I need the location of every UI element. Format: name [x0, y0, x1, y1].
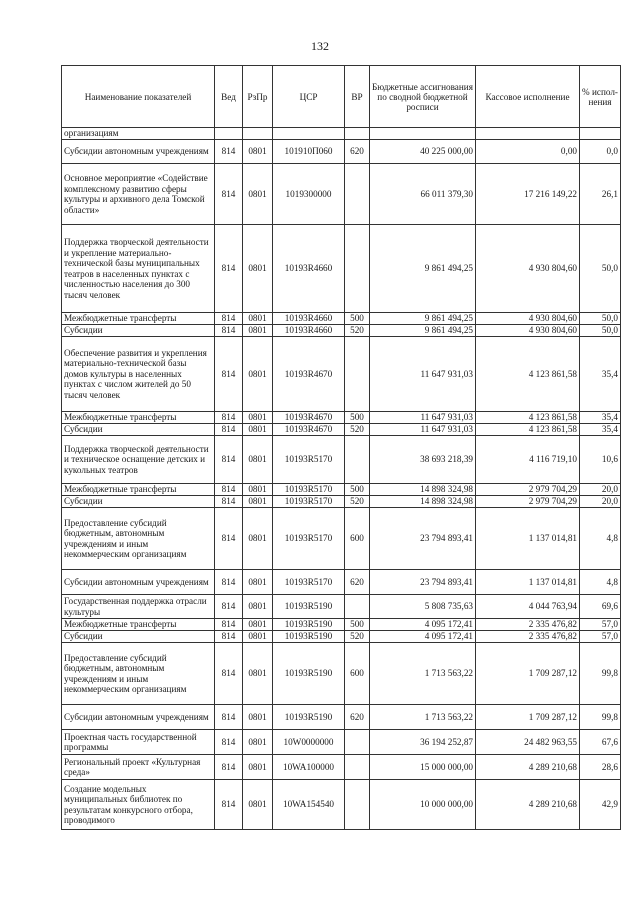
- row-cash: 4 930 804,60: [476, 313, 580, 325]
- row-csr: 10193R4670: [273, 424, 345, 436]
- row-ved: 814: [215, 313, 243, 325]
- row-csr: 10193R5170: [273, 436, 345, 484]
- row-rzpr: 0801: [243, 140, 273, 164]
- row-amount: 11 647 931,03: [370, 424, 476, 436]
- row-rzpr: 0801: [243, 705, 273, 730]
- row-pct: 10,6: [580, 436, 621, 484]
- table-row: [62, 780, 621, 830]
- row-cash: 2 335 476,82: [476, 619, 580, 631]
- row-pct: 26,1: [580, 164, 621, 225]
- row-name: Субсидии: [62, 424, 215, 436]
- row-ved: 814: [215, 424, 243, 436]
- table-row: [62, 484, 621, 496]
- row-csr: 101910П060: [273, 140, 345, 164]
- row-cash: 17 216 149,22: [476, 164, 580, 225]
- row-vr: [345, 337, 370, 412]
- row-cash: 4 116 719,10: [476, 436, 580, 484]
- row-csr: 10193R4670: [273, 337, 345, 412]
- row-pct: [580, 128, 621, 140]
- row-vr: 520: [345, 496, 370, 508]
- row-vr: 520: [345, 631, 370, 643]
- header-assignments: Бюджетные ассигнования по сводной бюджетной росписи: [370, 66, 476, 128]
- row-vr: 600: [345, 508, 370, 570]
- row-amount: 23 794 893,41: [370, 508, 476, 570]
- row-ved: 814: [215, 412, 243, 424]
- row-csr: [273, 128, 345, 140]
- row-vr: 500: [345, 313, 370, 325]
- row-name: Обеспечение развития и укрепления материально-технической базы домов культуры в населенных пунктах с числом жителей до 50 тысяч человек: [62, 337, 215, 412]
- table-row: [62, 496, 621, 508]
- row-rzpr: 0801: [243, 595, 273, 619]
- row-csr: 1019300000: [273, 164, 345, 225]
- row-cash: 0,00: [476, 140, 580, 164]
- row-pct: 50,0: [580, 225, 621, 313]
- row-rzpr: 0801: [243, 325, 273, 337]
- row-vr: 620: [345, 705, 370, 730]
- row-name: Поддержка творческой деятельности и техническое оснащение детских и кукольных театров: [62, 436, 215, 484]
- row-ved: 814: [215, 595, 243, 619]
- table-row: [62, 730, 621, 755]
- row-ved: 814: [215, 337, 243, 412]
- table-row: [62, 325, 621, 337]
- row-ved: 814: [215, 570, 243, 595]
- row-ved: 814: [215, 164, 243, 225]
- row-name: Субсидии автономным учреждениям: [62, 140, 215, 164]
- header-vr: ВР: [345, 66, 370, 128]
- row-vr: 520: [345, 424, 370, 436]
- row-rzpr: 0801: [243, 643, 273, 705]
- row-cash: 4 289 210,68: [476, 780, 580, 830]
- header-percent: % испол-нения: [580, 66, 621, 128]
- row-name: Основное мероприятие «Содействие комплексному развитию сферы культуры и архивного дела Томской области»: [62, 164, 215, 225]
- row-pct: 4,8: [580, 570, 621, 595]
- header-name: Наименование показателей: [62, 66, 215, 128]
- row-name: Создание модельных муниципальных библиотек по результатам конкурсного отбора, проводимого: [62, 780, 215, 830]
- row-vr: 620: [345, 140, 370, 164]
- row-rzpr: 0801: [243, 755, 273, 780]
- row-cash: 4 123 861,58: [476, 424, 580, 436]
- header-ved: Вед: [215, 66, 243, 128]
- row-pct: 35,4: [580, 337, 621, 412]
- row-name: Межбюджетные трансферты: [62, 484, 215, 496]
- row-name: организациям: [62, 128, 215, 140]
- row-amount: 11 647 931,03: [370, 337, 476, 412]
- row-cash: 4 930 804,60: [476, 225, 580, 313]
- row-name: Региональный проект «Культурная среда»: [62, 755, 215, 780]
- row-ved: 814: [215, 496, 243, 508]
- page-number: 132: [311, 39, 329, 53]
- row-ved: 814: [215, 619, 243, 631]
- row-rzpr: 0801: [243, 619, 273, 631]
- table-row: [62, 755, 621, 780]
- row-rzpr: 0801: [243, 730, 273, 755]
- row-csr: 10193R5190: [273, 631, 345, 643]
- header-rzpr: РзПр: [243, 66, 273, 128]
- row-cash: 1 137 014,81: [476, 508, 580, 570]
- row-name: Государственная поддержка отрасли культуры: [62, 595, 215, 619]
- row-name: Субсидии автономным учреждениям: [62, 705, 215, 730]
- row-rzpr: 0801: [243, 484, 273, 496]
- row-amount: 23 794 893,41: [370, 570, 476, 595]
- row-vr: [345, 755, 370, 780]
- table-row: [62, 595, 621, 619]
- row-name: Поддержка творческой деятельности и укрепление материально-технической базы муниципальных театров в населенных пунктах с численностью населения до 300 тысяч человек: [62, 225, 215, 313]
- row-amount: 9 861 494,25: [370, 325, 476, 337]
- row-csr: 10193R5190: [273, 705, 345, 730]
- row-amount: 11 647 931,03: [370, 412, 476, 424]
- row-pct: 99,8: [580, 643, 621, 705]
- row-ved: 814: [215, 755, 243, 780]
- row-rzpr: 0801: [243, 631, 273, 643]
- row-ved: 814: [215, 325, 243, 337]
- row-name: Межбюджетные трансферты: [62, 619, 215, 631]
- table-row: [62, 570, 621, 595]
- row-csr: 10193R5190: [273, 643, 345, 705]
- row-pct: 50,0: [580, 313, 621, 325]
- row-csr: 10WA100000: [273, 755, 345, 780]
- row-rzpr: 0801: [243, 508, 273, 570]
- row-cash: 1 709 287,12: [476, 705, 580, 730]
- row-pct: 28,6: [580, 755, 621, 780]
- row-vr: 500: [345, 484, 370, 496]
- row-rzpr: 0801: [243, 337, 273, 412]
- table-row: [62, 643, 621, 705]
- row-name: Межбюджетные трансферты: [62, 313, 215, 325]
- row-rzpr: 0801: [243, 313, 273, 325]
- row-vr: [345, 436, 370, 484]
- row-ved: [215, 128, 243, 140]
- row-pct: 67,6: [580, 730, 621, 755]
- row-csr: 10W0000000: [273, 730, 345, 755]
- row-pct: 20,0: [580, 496, 621, 508]
- table-row: [62, 128, 621, 140]
- header-csr: ЦСР: [273, 66, 345, 128]
- row-amount: 9 861 494,25: [370, 225, 476, 313]
- row-pct: 35,4: [580, 424, 621, 436]
- row-cash: 1 137 014,81: [476, 570, 580, 595]
- row-pct: 42,9: [580, 780, 621, 830]
- row-pct: 0,0: [580, 140, 621, 164]
- row-cash: 1 709 287,12: [476, 643, 580, 705]
- header-row: [62, 66, 621, 128]
- row-ved: 814: [215, 631, 243, 643]
- row-csr: 10193R5170: [273, 570, 345, 595]
- row-vr: [345, 730, 370, 755]
- table-row: [62, 705, 621, 730]
- row-cash: 4 123 861,58: [476, 412, 580, 424]
- row-vr: 500: [345, 619, 370, 631]
- row-amount: 36 194 252,87: [370, 730, 476, 755]
- row-amount: 4 095 172,41: [370, 619, 476, 631]
- row-pct: 4,8: [580, 508, 621, 570]
- row-rzpr: 0801: [243, 225, 273, 313]
- row-amount: 66 011 379,30: [370, 164, 476, 225]
- row-rzpr: 0801: [243, 436, 273, 484]
- row-rzpr: 0801: [243, 780, 273, 830]
- row-ved: 814: [215, 643, 243, 705]
- row-pct: 20,0: [580, 484, 621, 496]
- row-cash: 4 123 861,58: [476, 337, 580, 412]
- row-name: Предоставление субсидий бюджетным, автономным учреждениям и иным некоммерческим организациям: [62, 508, 215, 570]
- row-vr: 620: [345, 570, 370, 595]
- row-rzpr: [243, 128, 273, 140]
- row-vr: [345, 225, 370, 313]
- row-cash: 2 335 476,82: [476, 631, 580, 643]
- row-name: Субсидии автономным учреждениям: [62, 570, 215, 595]
- row-name: Межбюджетные трансферты: [62, 412, 215, 424]
- row-amount: 14 898 324,98: [370, 484, 476, 496]
- table-row: [62, 619, 621, 631]
- row-rzpr: 0801: [243, 164, 273, 225]
- row-csr: 10193R4660: [273, 225, 345, 313]
- row-cash: 2 979 704,29: [476, 496, 580, 508]
- row-name: Проектная часть государственной программы: [62, 730, 215, 755]
- row-name: Предоставление субсидий бюджетным, автономным учреждениям и иным некоммерческим организациям: [62, 643, 215, 705]
- row-amount: 38 693 218,39: [370, 436, 476, 484]
- row-cash: 4 930 804,60: [476, 325, 580, 337]
- row-vr: 520: [345, 325, 370, 337]
- table-row: [62, 436, 621, 484]
- row-ved: 814: [215, 225, 243, 313]
- row-vr: 600: [345, 643, 370, 705]
- row-vr: [345, 128, 370, 140]
- row-csr: 10193R4660: [273, 313, 345, 325]
- row-csr: 10WA154540: [273, 780, 345, 830]
- row-cash: [476, 128, 580, 140]
- row-amount: 10 000 000,00: [370, 780, 476, 830]
- row-pct: 50,0: [580, 325, 621, 337]
- row-pct: 69,6: [580, 595, 621, 619]
- table-row: [62, 140, 621, 164]
- table-row: [62, 337, 621, 412]
- row-amount: 15 000 000,00: [370, 755, 476, 780]
- row-vr: [345, 595, 370, 619]
- row-ved: 814: [215, 730, 243, 755]
- row-amount: 4 095 172,41: [370, 631, 476, 643]
- row-cash: 4 289 210,68: [476, 755, 580, 780]
- row-ved: 814: [215, 780, 243, 830]
- row-pct: 99,8: [580, 705, 621, 730]
- row-cash: 2 979 704,29: [476, 484, 580, 496]
- row-cash: 4 044 763,94: [476, 595, 580, 619]
- row-ved: 814: [215, 508, 243, 570]
- row-ved: 814: [215, 140, 243, 164]
- row-csr: 10193R4660: [273, 325, 345, 337]
- table-row: [62, 164, 621, 225]
- table-row: [62, 424, 621, 436]
- row-amount: 40 225 000,00: [370, 140, 476, 164]
- row-amount: 1 713 563,22: [370, 643, 476, 705]
- header-cash: Кассовое исполнение: [476, 66, 580, 128]
- table-row: [62, 631, 621, 643]
- table-row: [62, 508, 621, 570]
- row-csr: 10193R5170: [273, 496, 345, 508]
- row-vr: [345, 164, 370, 225]
- row-rzpr: 0801: [243, 412, 273, 424]
- row-ved: 814: [215, 705, 243, 730]
- row-csr: 10193R5190: [273, 595, 345, 619]
- row-csr: 10193R5170: [273, 508, 345, 570]
- row-rzpr: 0801: [243, 496, 273, 508]
- row-name: Субсидии: [62, 325, 215, 337]
- row-ved: 814: [215, 436, 243, 484]
- row-csr: 10193R5190: [273, 619, 345, 631]
- row-ved: 814: [215, 484, 243, 496]
- row-name: Субсидии: [62, 631, 215, 643]
- row-amount: 5 808 735,63: [370, 595, 476, 619]
- row-pct: 35,4: [580, 412, 621, 424]
- budget-table: [61, 65, 621, 830]
- row-cash: 24 482 963,55: [476, 730, 580, 755]
- table-row: [62, 225, 621, 313]
- row-csr: 10193R5170: [273, 484, 345, 496]
- row-amount: 1 713 563,22: [370, 705, 476, 730]
- row-rzpr: 0801: [243, 570, 273, 595]
- row-amount: 9 861 494,25: [370, 313, 476, 325]
- row-vr: [345, 780, 370, 830]
- row-vr: 500: [345, 412, 370, 424]
- row-name: Субсидии: [62, 496, 215, 508]
- row-pct: 57,0: [580, 631, 621, 643]
- row-pct: 57,0: [580, 619, 621, 631]
- row-amount: 14 898 324,98: [370, 496, 476, 508]
- table-row: [62, 412, 621, 424]
- row-amount: [370, 128, 476, 140]
- table-row: [62, 313, 621, 325]
- row-rzpr: 0801: [243, 424, 273, 436]
- row-csr: 10193R4670: [273, 412, 345, 424]
